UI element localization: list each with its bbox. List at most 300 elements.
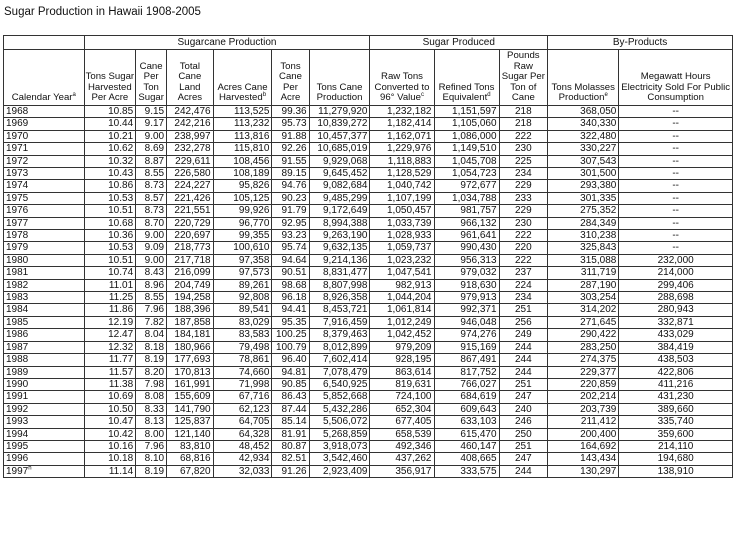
cell-cane-per-ton-sugar: 8.00 — [136, 428, 167, 440]
cell-total-cane-land-acres: 180,966 — [167, 341, 213, 353]
cell-tons-molasses-production: 325,843 — [548, 242, 619, 254]
cell-tons-cane-per-acre: 90.85 — [272, 378, 309, 390]
column-header-tons-cane-production: Tons Cane Production — [309, 50, 370, 106]
column-header-calendar-year: Calendar Year$^a$ — [4, 50, 85, 106]
cell-pounds-raw-sugar-per-ton: 251 — [499, 378, 548, 390]
cell-tons-cane-per-acre: 92.26 — [272, 143, 309, 155]
cell-total-cane-land-acres: 141,790 — [167, 403, 213, 415]
cell-tons-sugar-per-acre: 12.47 — [84, 329, 136, 341]
cell-refined-tons-equivalent: 966,132 — [434, 217, 499, 229]
cell-total-cane-land-acres: 177,693 — [167, 354, 213, 366]
cell-tons-molasses-production: 322,480 — [548, 130, 619, 142]
cell-cane-per-ton-sugar: 8.73 — [136, 180, 167, 192]
cell-tons-molasses-production: 200,400 — [548, 428, 619, 440]
cell-tons-molasses-production: 203,739 — [548, 403, 619, 415]
cell-cane-per-ton-sugar: 7.96 — [136, 304, 167, 316]
footnote-marker: b — [262, 92, 267, 99]
cell-cane-per-ton-sugar: 8.19 — [136, 465, 167, 477]
cell-cane-per-ton-sugar: 8.43 — [136, 267, 167, 279]
cell-refined-tons-equivalent: 333,575 — [434, 465, 499, 477]
year-cell: 1986 — [4, 329, 85, 341]
cell-refined-tons-equivalent: 1,054,723 — [434, 168, 499, 180]
cell-tons-sugar-per-acre: 10.21 — [84, 130, 136, 142]
cell-acres-cane-harvested: 113,525 — [213, 105, 272, 117]
cell-tons-cane-per-acre: 86.43 — [272, 391, 309, 403]
cell-pounds-raw-sugar-per-ton: 244 — [499, 354, 548, 366]
cell-pounds-raw-sugar-per-ton: 244 — [499, 366, 548, 378]
cell-raw-tons-96-value: 1,050,457 — [370, 205, 434, 217]
cell-tons-cane-per-acre: 89.15 — [272, 168, 309, 180]
cell-tons-sugar-per-acre: 10.47 — [84, 416, 136, 428]
cell-tons-sugar-per-acre: 10.51 — [84, 205, 136, 217]
year-cell: 1973 — [4, 168, 85, 180]
year-cell: 1981 — [4, 267, 85, 279]
cell-acres-cane-harvested: 100,610 — [213, 242, 272, 254]
table-row — [4, 354, 733, 366]
cell-tons-molasses-production: 293,380 — [548, 180, 619, 192]
cell-megawatt-hours-electricity: -- — [619, 155, 733, 167]
cell-megawatt-hours-electricity: 431,230 — [619, 391, 733, 403]
cell-tons-cane-per-acre: 95.35 — [272, 316, 309, 328]
footnote-marker: e — [604, 92, 608, 99]
cell-megawatt-hours-electricity: 411,216 — [619, 378, 733, 390]
cell-megawatt-hours-electricity: -- — [619, 230, 733, 242]
cell-tons-cane-per-acre: 96.18 — [272, 292, 309, 304]
table-row — [4, 143, 733, 155]
cell-acres-cane-harvested: 74,660 — [213, 366, 272, 378]
cell-pounds-raw-sugar-per-ton: 225 — [499, 155, 548, 167]
cell-cane-per-ton-sugar: 8.69 — [136, 143, 167, 155]
cell-tons-sugar-per-acre: 12.19 — [84, 316, 136, 328]
year-cell: 1982 — [4, 279, 85, 291]
cell-tons-cane-production: 10,457,377 — [309, 130, 370, 142]
cell-tons-sugar-per-acre: 10.50 — [84, 403, 136, 415]
table-row — [4, 316, 733, 328]
cell-megawatt-hours-electricity: 232,000 — [619, 254, 733, 266]
cell-pounds-raw-sugar-per-ton: 218 — [499, 105, 548, 117]
column-header-pounds-raw-sugar-per-ton: Pounds Raw Sugar Per Ton of Cane — [499, 50, 548, 106]
cell-tons-cane-production: 6,540,925 — [309, 378, 370, 390]
cell-total-cane-land-acres: 216,099 — [167, 267, 213, 279]
cell-refined-tons-equivalent: 460,147 — [434, 440, 499, 452]
cell-tons-molasses-production: 274,375 — [548, 354, 619, 366]
cell-tons-sugar-per-acre: 10.85 — [84, 105, 136, 117]
cell-pounds-raw-sugar-per-ton: 233 — [499, 192, 548, 204]
cell-acres-cane-harvested: 108,189 — [213, 168, 272, 180]
table-title: Sugar Production in Hawaii 1908-2005 — [4, 6, 201, 18]
cell-total-cane-land-acres: 232,278 — [167, 143, 213, 155]
cell-cane-per-ton-sugar: 8.20 — [136, 366, 167, 378]
column-header-cane-per-ton-sugar: Cane Per Ton Sugar — [136, 50, 167, 106]
cell-tons-sugar-per-acre: 11.38 — [84, 378, 136, 390]
cell-megawatt-hours-electricity: 138,910 — [619, 465, 733, 477]
cell-total-cane-land-acres: 68,816 — [167, 453, 213, 465]
cell-megawatt-hours-electricity: 288,698 — [619, 292, 733, 304]
cell-tons-sugar-per-acre: 12.32 — [84, 341, 136, 353]
cell-cane-per-ton-sugar: 9.17 — [136, 118, 167, 130]
table-row — [4, 267, 733, 279]
cell-tons-molasses-production: 311,719 — [548, 267, 619, 279]
cell-pounds-raw-sugar-per-ton: 229 — [499, 180, 548, 192]
year-cell: 1988 — [4, 354, 85, 366]
column-header-raw-tons-96-value: Raw Tons Converted to 96° Value$^c$ — [370, 50, 434, 106]
cell-tons-cane-production: 3,918,073 — [309, 440, 370, 452]
cell-tons-cane-per-acre: 87.44 — [272, 403, 309, 415]
cell-refined-tons-equivalent: 915,169 — [434, 341, 499, 353]
cell-tons-cane-production: 9,172,649 — [309, 205, 370, 217]
cell-refined-tons-equivalent: 766,027 — [434, 378, 499, 390]
table-row — [4, 453, 733, 465]
cell-tons-cane-production: 5,506,072 — [309, 416, 370, 428]
table-row — [4, 465, 733, 477]
cell-megawatt-hours-electricity: 433,029 — [619, 329, 733, 341]
cell-cane-per-ton-sugar: 8.18 — [136, 341, 167, 353]
cell-refined-tons-equivalent: 1,086,000 — [434, 130, 499, 142]
table-row — [4, 155, 733, 167]
cell-tons-sugar-per-acre: 10.42 — [84, 428, 136, 440]
cell-tons-cane-production: 9,263,190 — [309, 230, 370, 242]
cell-pounds-raw-sugar-per-ton: 222 — [499, 230, 548, 242]
cell-pounds-raw-sugar-per-ton: 256 — [499, 316, 548, 328]
cell-tons-sugar-per-acre: 10.68 — [84, 217, 136, 229]
cell-cane-per-ton-sugar: 8.87 — [136, 155, 167, 167]
cell-raw-tons-96-value: 437,262 — [370, 453, 434, 465]
cell-tons-sugar-per-acre: 11.14 — [84, 465, 136, 477]
cell-tons-molasses-production: 310,238 — [548, 230, 619, 242]
cell-tons-molasses-production: 283,250 — [548, 341, 619, 353]
cell-acres-cane-harvested: 92,808 — [213, 292, 272, 304]
cell-raw-tons-96-value: 652,304 — [370, 403, 434, 415]
cell-megawatt-hours-electricity: 335,740 — [619, 416, 733, 428]
cell-tons-molasses-production: 368,050 — [548, 105, 619, 117]
cell-raw-tons-96-value: 492,346 — [370, 440, 434, 452]
cell-refined-tons-equivalent: 961,641 — [434, 230, 499, 242]
cell-tons-molasses-production: 301,335 — [548, 192, 619, 204]
year-cell: 1990 — [4, 378, 85, 390]
cell-cane-per-ton-sugar: 8.55 — [136, 168, 167, 180]
cell-tons-cane-per-acre: 91.55 — [272, 155, 309, 167]
cell-tons-sugar-per-acre: 10.62 — [84, 143, 136, 155]
cell-refined-tons-equivalent: 1,149,510 — [434, 143, 499, 155]
cell-tons-cane-per-acre: 90.51 — [272, 267, 309, 279]
cell-raw-tons-96-value: 724,100 — [370, 391, 434, 403]
cell-tons-cane-production: 7,602,414 — [309, 354, 370, 366]
cell-megawatt-hours-electricity: 359,600 — [619, 428, 733, 440]
cell-acres-cane-harvested: 105,125 — [213, 192, 272, 204]
table-row — [4, 391, 733, 403]
cell-total-cane-land-acres: 188,396 — [167, 304, 213, 316]
table-row — [4, 217, 733, 229]
table-row — [4, 416, 733, 428]
cell-megawatt-hours-electricity: -- — [619, 205, 733, 217]
cell-cane-per-ton-sugar: 8.04 — [136, 329, 167, 341]
table-row — [4, 180, 733, 192]
cell-tons-cane-per-acre: 94.81 — [272, 366, 309, 378]
cell-pounds-raw-sugar-per-ton: 230 — [499, 143, 548, 155]
cell-total-cane-land-acres: 121,140 — [167, 428, 213, 440]
cell-cane-per-ton-sugar: 7.98 — [136, 378, 167, 390]
cell-acres-cane-harvested: 89,261 — [213, 279, 272, 291]
cell-tons-cane-per-acre: 91.26 — [272, 465, 309, 477]
table-row — [4, 292, 733, 304]
year-cell: 1997$^h$ — [4, 465, 85, 477]
cell-cane-per-ton-sugar: 8.19 — [136, 354, 167, 366]
cell-pounds-raw-sugar-per-ton: 247 — [499, 391, 548, 403]
cell-tons-cane-production: 8,807,998 — [309, 279, 370, 291]
cell-tons-cane-per-acre: 100.79 — [272, 341, 309, 353]
cell-tons-cane-per-acre: 90.23 — [272, 192, 309, 204]
column-header-tons-molasses-production: Tons Molasses Production$^e$ — [548, 50, 619, 106]
cell-tons-molasses-production: 229,377 — [548, 366, 619, 378]
cell-tons-cane-production: 3,542,460 — [309, 453, 370, 465]
cell-cane-per-ton-sugar: 9.00 — [136, 130, 167, 142]
cell-acres-cane-harvested: 113,816 — [213, 130, 272, 142]
cell-raw-tons-96-value: 1,061,814 — [370, 304, 434, 316]
cell-tons-cane-production: 9,632,135 — [309, 242, 370, 254]
cell-total-cane-land-acres: 184,181 — [167, 329, 213, 341]
cell-cane-per-ton-sugar: 9.00 — [136, 230, 167, 242]
table-row — [4, 428, 733, 440]
cell-tons-sugar-per-acre: 11.01 — [84, 279, 136, 291]
cell-acres-cane-harvested: 99,926 — [213, 205, 272, 217]
cell-raw-tons-96-value: 928,195 — [370, 354, 434, 366]
cell-acres-cane-harvested: 42,934 — [213, 453, 272, 465]
cell-pounds-raw-sugar-per-ton: 222 — [499, 130, 548, 142]
cell-pounds-raw-sugar-per-ton: 244 — [499, 341, 548, 353]
cell-total-cane-land-acres: 226,580 — [167, 168, 213, 180]
cell-refined-tons-equivalent: 1,034,788 — [434, 192, 499, 204]
cell-raw-tons-96-value: 1,162,071 — [370, 130, 434, 142]
year-cell: 1985 — [4, 316, 85, 328]
cell-tons-sugar-per-acre: 11.25 — [84, 292, 136, 304]
cell-tons-molasses-production: 211,412 — [548, 416, 619, 428]
cell-cane-per-ton-sugar: 8.96 — [136, 279, 167, 291]
cell-pounds-raw-sugar-per-ton: 218 — [499, 118, 548, 130]
cell-tons-cane-production: 5,432,286 — [309, 403, 370, 415]
cell-tons-cane-production: 9,214,136 — [309, 254, 370, 266]
cell-megawatt-hours-electricity: -- — [619, 168, 733, 180]
cell-raw-tons-96-value: 982,913 — [370, 279, 434, 291]
cell-megawatt-hours-electricity: -- — [619, 118, 733, 130]
cell-acres-cane-harvested: 79,498 — [213, 341, 272, 353]
cell-pounds-raw-sugar-per-ton: 250 — [499, 428, 548, 440]
cell-refined-tons-equivalent: 615,470 — [434, 428, 499, 440]
cell-tons-cane-production: 9,929,068 — [309, 155, 370, 167]
cell-refined-tons-equivalent: 408,665 — [434, 453, 499, 465]
year-cell: 1971 — [4, 143, 85, 155]
cell-tons-cane-per-acre: 100.25 — [272, 329, 309, 341]
cell-megawatt-hours-electricity: -- — [619, 143, 733, 155]
cell-tons-cane-production: 9,645,452 — [309, 168, 370, 180]
cell-refined-tons-equivalent: 946,048 — [434, 316, 499, 328]
table-row — [4, 242, 733, 254]
cell-pounds-raw-sugar-per-ton: 234 — [499, 292, 548, 304]
cell-pounds-raw-sugar-per-ton: 230 — [499, 217, 548, 229]
cell-tons-molasses-production: 340,330 — [548, 118, 619, 130]
cell-megawatt-hours-electricity: 214,000 — [619, 267, 733, 279]
cell-raw-tons-96-value: 1,044,204 — [370, 292, 434, 304]
cell-total-cane-land-acres: 204,749 — [167, 279, 213, 291]
cell-raw-tons-96-value: 1,229,976 — [370, 143, 434, 155]
cell-total-cane-land-acres: 221,551 — [167, 205, 213, 217]
table-row — [4, 329, 733, 341]
table-row — [4, 279, 733, 291]
cell-total-cane-land-acres: 229,611 — [167, 155, 213, 167]
cell-megawatt-hours-electricity: -- — [619, 217, 733, 229]
table-row — [4, 366, 733, 378]
cell-cane-per-ton-sugar: 8.57 — [136, 192, 167, 204]
cell-acres-cane-harvested: 67,716 — [213, 391, 272, 403]
year-cell: 1994 — [4, 428, 85, 440]
column-header-megawatt-hours-electricity: Megawatt Hours Electricity Sold For Public Consumption — [619, 50, 733, 106]
footnote-marker: d — [487, 92, 491, 99]
cell-raw-tons-96-value: 1,232,182 — [370, 105, 434, 117]
cell-refined-tons-equivalent: 918,630 — [434, 279, 499, 291]
column-header-refined-tons-equivalent: Refined Tons Equivalent$^d$ — [434, 50, 499, 106]
cell-cane-per-ton-sugar: 8.10 — [136, 453, 167, 465]
cell-acres-cane-harvested: 108,456 — [213, 155, 272, 167]
cell-total-cane-land-acres: 187,858 — [167, 316, 213, 328]
cell-megawatt-hours-electricity: 299,406 — [619, 279, 733, 291]
cell-raw-tons-96-value: 1,042,452 — [370, 329, 434, 341]
cell-total-cane-land-acres: 194,258 — [167, 292, 213, 304]
cell-megawatt-hours-electricity: 389,660 — [619, 403, 733, 415]
cell-acres-cane-harvested: 48,452 — [213, 440, 272, 452]
cell-tons-cane-production: 10,685,019 — [309, 143, 370, 155]
cell-refined-tons-equivalent: 867,491 — [434, 354, 499, 366]
cell-tons-molasses-production: 143,434 — [548, 453, 619, 465]
cell-raw-tons-96-value: 1,028,933 — [370, 230, 434, 242]
table-row — [4, 254, 733, 266]
cell-total-cane-land-acres: 218,773 — [167, 242, 213, 254]
cell-acres-cane-harvested: 64,705 — [213, 416, 272, 428]
cell-tons-cane-per-acre: 96.40 — [272, 354, 309, 366]
column-header-tons-cane-per-acre: Tons Cane Per Acre — [272, 50, 309, 106]
cell-acres-cane-harvested: 99,355 — [213, 230, 272, 242]
cell-tons-molasses-production: 315,088 — [548, 254, 619, 266]
cell-tons-molasses-production: 330,227 — [548, 143, 619, 155]
table-row — [4, 440, 733, 452]
table-row — [4, 118, 733, 130]
cell-megawatt-hours-electricity: -- — [619, 192, 733, 204]
cell-refined-tons-equivalent: 1,105,060 — [434, 118, 499, 130]
table-row — [4, 341, 733, 353]
cell-acres-cane-harvested: 71,998 — [213, 378, 272, 390]
cell-raw-tons-96-value: 1,023,232 — [370, 254, 434, 266]
cell-megawatt-hours-electricity: 280,943 — [619, 304, 733, 316]
cell-tons-cane-production: 7,916,459 — [309, 316, 370, 328]
cell-tons-molasses-production: 202,214 — [548, 391, 619, 403]
cell-cane-per-ton-sugar: 7.82 — [136, 316, 167, 328]
cell-acres-cane-harvested: 32,033 — [213, 465, 272, 477]
cell-cane-per-ton-sugar: 9.15 — [136, 105, 167, 117]
cell-megawatt-hours-electricity: -- — [619, 130, 733, 142]
cell-tons-cane-per-acre: 98.68 — [272, 279, 309, 291]
column-header-total-cane-land-acres: Total Cane Land Acres — [167, 50, 213, 106]
cell-tons-cane-production: 11,279,920 — [309, 105, 370, 117]
cell-acres-cane-harvested: 89,541 — [213, 304, 272, 316]
cell-tons-sugar-per-acre: 10.18 — [84, 453, 136, 465]
year-cell: 1984 — [4, 304, 85, 316]
cell-raw-tons-96-value: 1,182,414 — [370, 118, 434, 130]
cell-raw-tons-96-value: 979,209 — [370, 341, 434, 353]
year-cell: 1970 — [4, 130, 85, 142]
cell-raw-tons-96-value: 356,917 — [370, 465, 434, 477]
cell-pounds-raw-sugar-per-ton: 244 — [499, 465, 548, 477]
table-row — [4, 130, 733, 142]
cell-acres-cane-harvested: 113,232 — [213, 118, 272, 130]
year-cell: 1992 — [4, 403, 85, 415]
cell-raw-tons-96-value: 1,118,883 — [370, 155, 434, 167]
cell-total-cane-land-acres: 217,718 — [167, 254, 213, 266]
cell-megawatt-hours-electricity: -- — [619, 180, 733, 192]
group-header-byproducts: By-Products — [548, 36, 733, 50]
year-cell: 1979 — [4, 242, 85, 254]
cell-pounds-raw-sugar-per-ton: 247 — [499, 453, 548, 465]
footnote-marker: c — [420, 92, 424, 99]
year-cell: 1976 — [4, 205, 85, 217]
corner-cell — [4, 36, 85, 50]
cell-tons-cane-per-acre: 92.95 — [272, 217, 309, 229]
cell-refined-tons-equivalent: 981,757 — [434, 205, 499, 217]
footnote-marker: a — [72, 92, 76, 99]
cell-tons-molasses-production: 307,543 — [548, 155, 619, 167]
table-row — [4, 304, 733, 316]
group-header-sugarcane: Sugarcane Production — [84, 36, 370, 50]
cell-megawatt-hours-electricity: 332,871 — [619, 316, 733, 328]
year-cell: 1969 — [4, 118, 85, 130]
cell-acres-cane-harvested: 97,573 — [213, 267, 272, 279]
table-row — [4, 192, 733, 204]
cell-raw-tons-96-value: 658,539 — [370, 428, 434, 440]
cell-tons-cane-per-acre: 93.23 — [272, 230, 309, 242]
cell-pounds-raw-sugar-per-ton: 234 — [499, 168, 548, 180]
cell-tons-molasses-production: 290,422 — [548, 329, 619, 341]
cell-tons-cane-per-acre: 91.79 — [272, 205, 309, 217]
cell-pounds-raw-sugar-per-ton: 222 — [499, 254, 548, 266]
group-header-sugar-produced: Sugar Produced — [370, 36, 548, 50]
cell-tons-cane-per-acre: 91.88 — [272, 130, 309, 142]
cell-raw-tons-96-value: 819,631 — [370, 378, 434, 390]
cell-tons-cane-per-acre: 99.36 — [272, 105, 309, 117]
year-cell: 1989 — [4, 366, 85, 378]
cell-refined-tons-equivalent: 990,430 — [434, 242, 499, 254]
column-header-acres-cane-harvested: Acres Cane Harvested$^b$ — [213, 50, 272, 106]
cell-acres-cane-harvested: 62,123 — [213, 403, 272, 415]
table-row — [4, 230, 733, 242]
cell-raw-tons-96-value: 1,128,529 — [370, 168, 434, 180]
cell-tons-cane-production: 8,012,899 — [309, 341, 370, 353]
cell-tons-cane-production: 8,379,463 — [309, 329, 370, 341]
year-cell: 1978 — [4, 230, 85, 242]
cell-total-cane-land-acres: 83,810 — [167, 440, 213, 452]
cell-tons-cane-per-acre: 85.14 — [272, 416, 309, 428]
cell-acres-cane-harvested: 97,358 — [213, 254, 272, 266]
cell-megawatt-hours-electricity: 384,419 — [619, 341, 733, 353]
cell-tons-cane-production: 8,994,388 — [309, 217, 370, 229]
cell-raw-tons-96-value: 863,614 — [370, 366, 434, 378]
cell-total-cane-land-acres: 125,837 — [167, 416, 213, 428]
cell-acres-cane-harvested: 64,328 — [213, 428, 272, 440]
cell-total-cane-land-acres: 161,991 — [167, 378, 213, 390]
year-cell: 1991 — [4, 391, 85, 403]
cell-tons-molasses-production: 271,645 — [548, 316, 619, 328]
cell-cane-per-ton-sugar: 9.00 — [136, 254, 167, 266]
cell-tons-cane-per-acre: 80.87 — [272, 440, 309, 452]
cell-tons-cane-production: 8,453,721 — [309, 304, 370, 316]
cell-tons-sugar-per-acre: 10.74 — [84, 267, 136, 279]
cell-refined-tons-equivalent: 979,913 — [434, 292, 499, 304]
